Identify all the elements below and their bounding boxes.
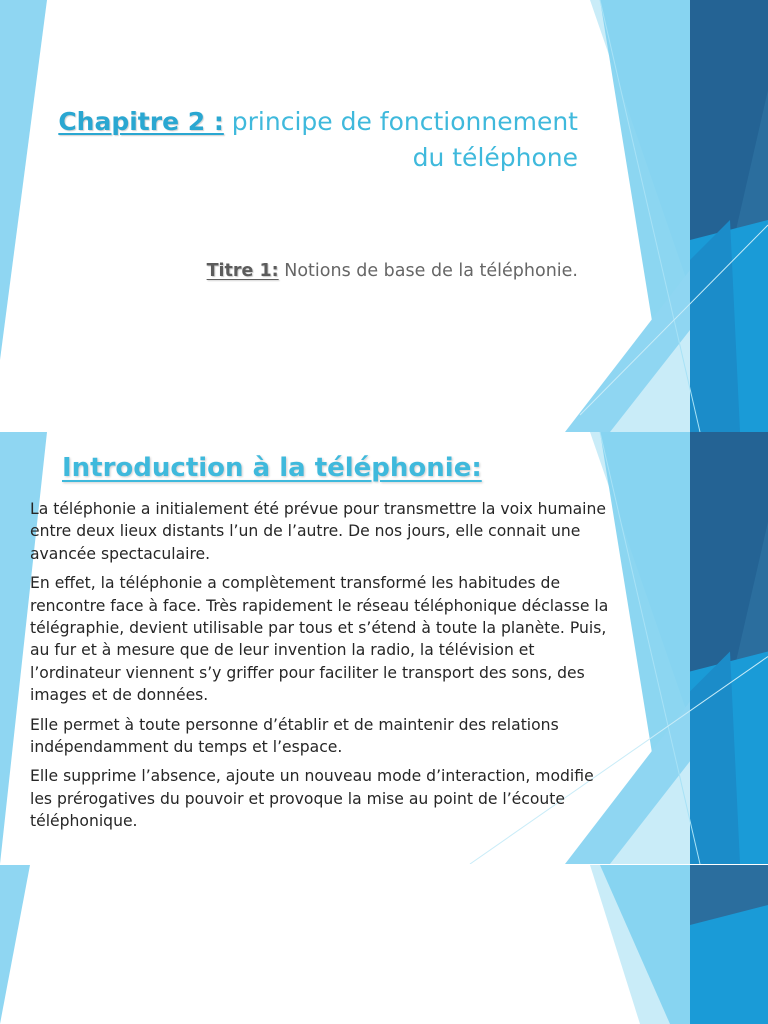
facet-decoration	[0, 0, 768, 432]
chapter-title	[40, 104, 578, 176]
paragraph: La téléphonie a initialement été prévue pour transmettre la voix humaine entre deux lieux distants l’un de l’autre. De nos jours, elle connait une avancée spectaculaire.	[30, 500, 606, 563]
chapter-title-line1: principe de fonctionnement	[231, 107, 578, 136]
paragraph: Elle supprime l’absence, ajoute un nouveau mode d’interaction, modifie les prérogatives du pouvoir et provoque la mise au point de l’écoute téléphonique.	[30, 767, 594, 831]
intro-heading: Introduction à la téléphonie:	[62, 453, 482, 483]
paragraph: Elle permet à toute personne d’établir et de maintenir des relations indépendamment du temps et l’espace.	[30, 715, 559, 757]
subtitle-text: Notions de base de la téléphonie.	[284, 261, 578, 281]
slide-1	[0, 0, 768, 432]
subtitle-label: Titre 1:	[206, 261, 279, 281]
chapter-label: Chapitre 2 :	[58, 107, 224, 136]
paragraph: En effet, la téléphonie a complètement transformé les habitudes de rencontre face à face. Très rapidement le réseau téléphonique déclasse la télégraphie, devient utilisable par tous et s’étend à toute la planète. Puis, au fur et à mesure que de leur invention la radio, la télévision et l’ordinateur viennent s’y griffer pour faciliter le transport des sons, des images et de données.	[30, 574, 609, 705]
facet-decoration	[0, 865, 768, 1024]
chapter-title-line2: du téléphone	[412, 143, 578, 172]
slide-3	[0, 865, 768, 1024]
body-text	[30, 498, 620, 840]
slide-2	[0, 432, 768, 865]
subtitle	[100, 258, 578, 284]
